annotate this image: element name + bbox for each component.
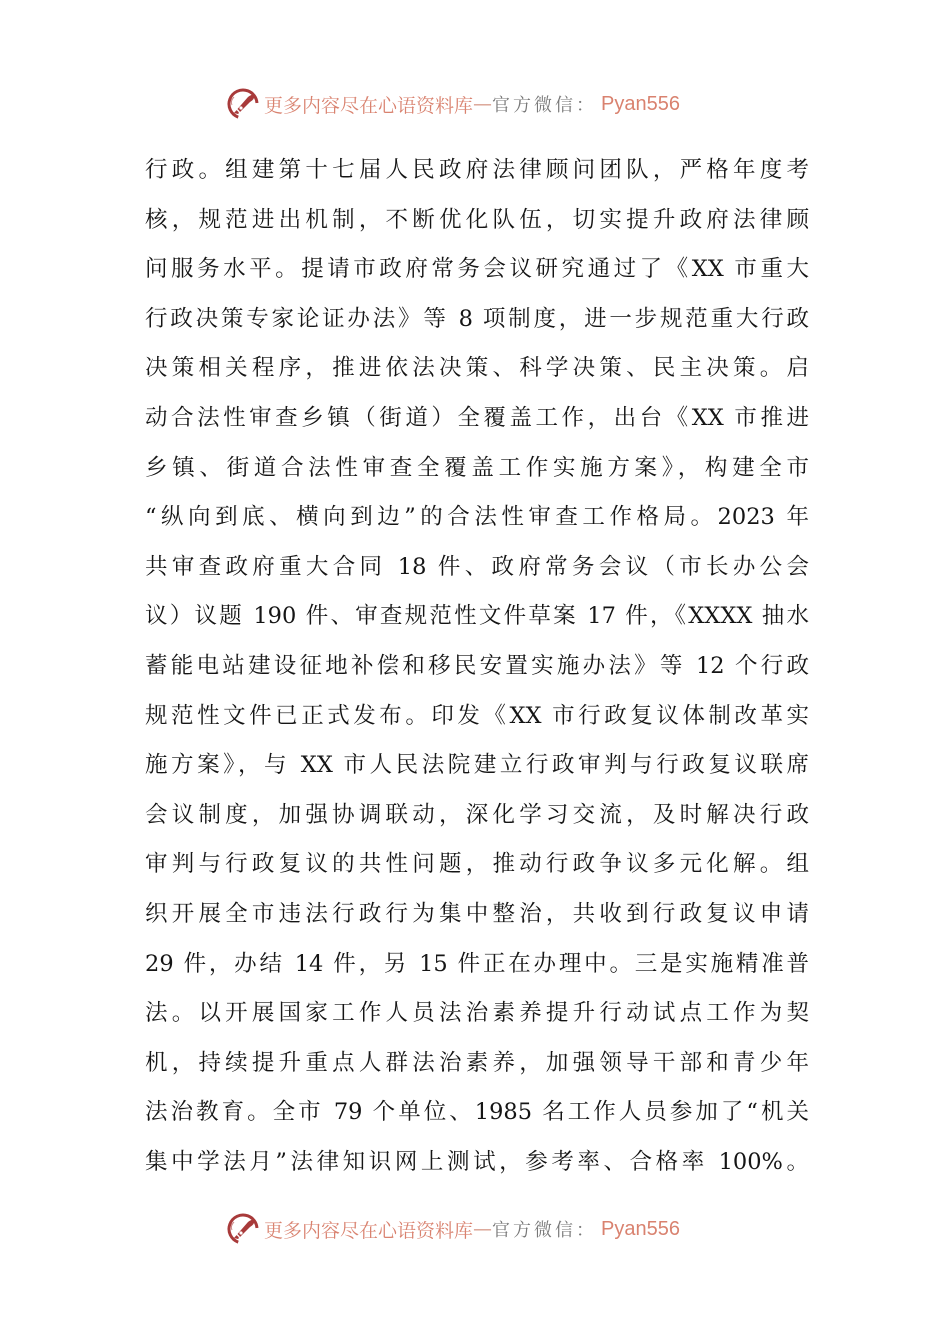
paragraph-line: 会议制度，加强协调联动，深化学习交流，及时解决行政 — [145, 801, 809, 828]
paragraph-line: 机，持续提升重点人群法治素养，加强领导干部和青少年 — [145, 1049, 809, 1076]
watermark-brand-text: 更多内容尽在心语资料库 — [264, 1219, 474, 1242]
paragraph-line: 审判与行政复议的共性问题，推动行政争议多元化解。组 — [145, 851, 809, 878]
watermark-wechat-label: 官方微信： — [492, 1220, 598, 1241]
paragraph-line: 规范性文件已正式发布。印发《XX 市行政复议体制改革实 — [145, 702, 809, 729]
document-body — [145, 146, 809, 1187]
quill-pen-logo-icon — [226, 1212, 260, 1246]
watermark-wechat-id: Pyan556 — [601, 1217, 680, 1240]
paragraph-line: 议）议题 190 件、审查规范性文件草案 17 件，《XXXX 抽水 — [145, 603, 809, 630]
paragraph-line: 问服务水平。提请市政府常务会议研究通过了《XX 市重大 — [145, 256, 809, 283]
paragraph-line: 法治教育。全市 79 个单位、1985 名工作人员参加了“机关 — [145, 1099, 809, 1126]
watermark-wechat-label: 官方微信： — [492, 95, 598, 116]
paragraph-line: 织开展全市违法行政行为集中整治，共收到行政复议申请 — [145, 900, 809, 927]
header-watermark — [226, 86, 680, 122]
paragraph-line-last: 集中学法月”法律知识网上测试，参考率、合格率 100%。 — [145, 1148, 809, 1175]
paragraph-line: 共审查政府重大合同 18 件、政府常务会议（市长办公会 — [145, 553, 809, 580]
watermark-dash: — — [473, 93, 493, 115]
paragraph-line: 动合法性审查乡镇（街道）全覆盖工作，出台《XX 市推进 — [145, 404, 809, 431]
paragraph-line: 法。以开展国家工作人员法治素养提升行动试点工作为契 — [145, 1000, 809, 1027]
paragraph-line: 决策相关程序，推进依法决策、科学决策、民主决策。启 — [145, 355, 809, 382]
quill-pen-logo-icon — [226, 87, 260, 121]
paragraph-line: 施方案》，与 XX 市人民法院建立行政审判与行政复议联席 — [145, 752, 809, 779]
paragraph-line: 行政决策专家论证办法》等 8 项制度，进一步规范重大行政 — [145, 305, 809, 332]
watermark-brand-text: 更多内容尽在心语资料库 — [264, 94, 474, 117]
paragraph-line: 29 件，办结 14 件，另 15 件正在办理中。三是实施精准普 — [145, 950, 809, 977]
paragraph-line: 核，规范进出机制，不断优化队伍，切实提升政府法律顾 — [145, 206, 809, 233]
paragraph-line: 乡镇、街道合法性审查全覆盖工作实施方案》，构建全市 — [145, 454, 809, 481]
paragraph-line: “纵向到底、横向到边”的合法性审查工作格局。2023 年 — [145, 504, 809, 531]
watermark-wechat-id: Pyan556 — [601, 92, 680, 115]
watermark-dash: — — [473, 1218, 493, 1240]
footer-watermark — [226, 1211, 680, 1247]
paragraph-line: 蓄能电站建设征地补偿和移民安置实施办法》等 12 个行政 — [145, 652, 809, 679]
paragraph-line: 行政。组建第十七届人民政府法律顾问团队，严格年度考 — [145, 157, 809, 183]
